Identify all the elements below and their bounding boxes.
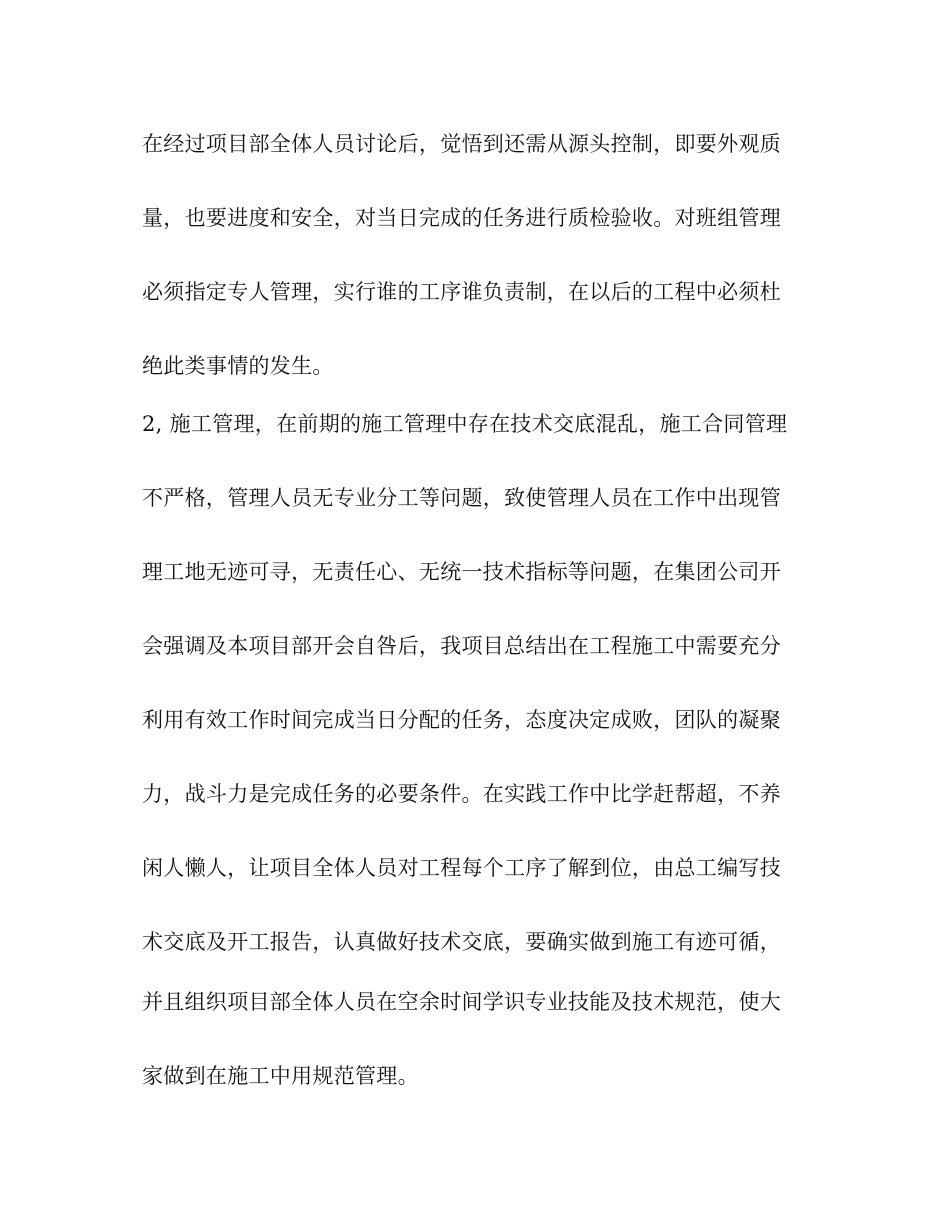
paragraph-2-line-8: 术交底及开工报告，认真做好技术交底，要确实做到施工有迹可循， (142, 930, 781, 954)
paragraph-2-line-4: 会强调及本项目部开会自咎后，我项目总结出在工程施工中需要充分 (142, 634, 781, 658)
paragraph-2-line-7: 闲人懒人，让项目全体人员对工程每个工序了解到位，由总工编写技 (142, 856, 781, 880)
paragraph-2-line-10: 家做到在施工中用规范管理。 (142, 1064, 419, 1088)
paragraph-2-line-2: 不严格，管理人员无专业分工等问题，致使管理人员在工作中出现管 (142, 486, 781, 510)
paragraph-2-line-1: 2, 施工管理，在前期的施工管理中存在技术交底混乱，施工合同管理 (142, 412, 788, 436)
paragraph-1-line-4: 绝此类事情的发生。 (142, 354, 334, 378)
paragraph-1-line-3: 必须指定专人管理，实行谁的工序谁负责制，在以后的工程中必须杜 (142, 280, 781, 304)
paragraph-2-line-9: 并且组织项目部全体人员在空余时间学识专业技能及技术规范，使大 (142, 990, 781, 1014)
paragraph-2-line-6: 力，战斗力是完成任务的必要条件。在实践工作中比学赶帮超，不养 (142, 782, 781, 806)
paragraph-2-line-5: 利用有效工作时间完成当日分配的任务，态度决定成败，团队的凝聚 (142, 708, 781, 732)
paragraph-1-line-1: 在经过项目部全体人员讨论后，觉悟到还需从源头控制，即要外观质 (142, 132, 781, 156)
paragraph-2-line-3: 理工地无迹可寻，无责任心、无统一技术指标等问题，在集团公司开 (142, 560, 781, 584)
paragraph-1-line-2: 量，也要进度和安全，对当日完成的任务进行质检验收。对班组管理 (142, 206, 781, 230)
